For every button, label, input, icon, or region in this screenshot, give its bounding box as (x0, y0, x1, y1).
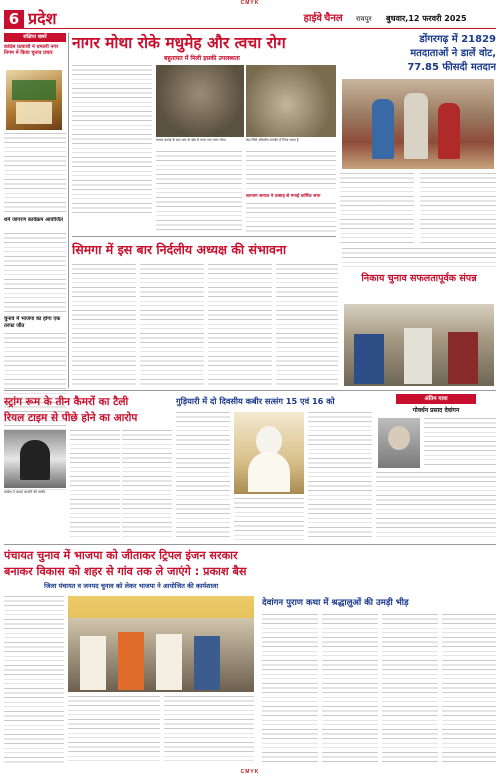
story-4-headline-line1: स्ट्रांग रूम के तीन कैमरों का टैली (4, 396, 129, 408)
photo-caption-1: फसल कटाई के बाद धान के खेत में पाया गया नागर मोथा (156, 138, 226, 142)
photo-caption-strong-room: कांग्रेस ने जताई आपत्ति की तस्वीर (4, 490, 46, 494)
story-1-body-c (246, 151, 336, 191)
story-panchayat-header (4, 548, 496, 594)
cmyk-top-mark: CMYK (240, 0, 260, 6)
story-2-headline-line3: 77.85 फीसदी मतदान (407, 62, 496, 73)
poster-photo (6, 70, 62, 130)
story-5-body-c (234, 498, 304, 540)
section-title: प्रदेश (28, 9, 57, 28)
obituary-name: गोवर्धन प्रसाद देवांगन (412, 407, 460, 414)
story-panchayat-body (4, 596, 258, 766)
brief-item-2-headline: धर्म जागरण कार्यक्रम आयोजित (4, 217, 63, 223)
story-1-body-b (156, 151, 242, 231)
story-5-body-a (176, 412, 230, 540)
story-nikay-chunav (342, 248, 496, 388)
brief-item-1-headline: कांग्रेस प्रत्याशी ने धमतरी नगर निगम में किया चुनाव प्रचार (4, 44, 59, 56)
photo-caption-2: कंद जिसे औषधीय उपयोग में लिया जाता है (246, 138, 299, 142)
story-dongargarh (340, 33, 496, 245)
story-6-body-c (164, 696, 254, 764)
story-3-headline: सिमगा में इस बार निर्दलीय अध्यक्ष की संभावना (72, 242, 287, 257)
story-7-headline: देवांगन पुराण कथा में श्रद्धालुओं की उमड़ी भीड़ (262, 598, 409, 608)
story-2-body-a (340, 173, 414, 245)
masthead (4, 9, 496, 29)
story-right-body (376, 472, 496, 538)
brief-item-2-body (4, 233, 66, 313)
story-1-subhead: बहुतायत में मिली इसकी उपलब्धता (164, 55, 240, 62)
story-6-headline-line2: बनाकर विकास को शहर से गांव तक ले जाएंगे : प्रकाश बैस (4, 565, 247, 578)
story-3-body-c (208, 264, 272, 386)
brand-mid: चैनल (324, 13, 343, 24)
brief-news-tag: संक्षिप्त खबरें (4, 33, 66, 42)
story-2-headline-line1: डोंगरगढ़ में 21829 (419, 34, 496, 45)
story-1-body-a (72, 65, 152, 215)
obituary-body (424, 418, 496, 468)
story-6-body-a (4, 596, 64, 764)
story-simga (72, 240, 338, 388)
photo-voters-queue (342, 79, 494, 169)
story-devangan-purana (262, 596, 496, 766)
story-6-subhead: जिला पंचायत व जनपद चुनाव को लेकर भाजपा ने आयोजित की कार्यशाला (44, 582, 219, 590)
story-7-body-a (262, 614, 318, 764)
story-4-body-a (70, 430, 120, 540)
page-number: 6 (4, 10, 24, 28)
story-1-side-headline: सतनाम समाज ने उत्साह से मनाई धार्मिक सभा (246, 194, 321, 199)
story-4-body-b (122, 430, 172, 540)
story-7-body-c (382, 614, 438, 764)
story-2-body-b (420, 173, 496, 245)
photo-kabir-portrait (234, 412, 304, 494)
story-strong-room (4, 394, 172, 542)
photo-strong-room (4, 430, 66, 488)
story-3-body-a (72, 264, 136, 386)
story-3-body-b (140, 264, 204, 386)
photo-nagar-motha-plant (156, 65, 244, 137)
story-5-headline: गुड़ियारी में दो दिवसीय कबीर सत्संग 15 एवं 16 को (176, 396, 335, 406)
story-nagar-motha (72, 33, 336, 233)
story-1-headline: नागर मोथा रोके मधुमेह और त्वचा रोग (72, 34, 286, 52)
obituary-tag: अंतिम यात्रा (396, 394, 476, 404)
brief-item-1-body (4, 133, 66, 213)
photo-obituary (378, 418, 420, 468)
cmyk-bottom-mark: CMYK (240, 769, 260, 775)
story-3-body-d (276, 264, 338, 386)
story-6-headline-line1: पंचायत चुनाव में भाजपा को जीताकर ट्रिपल इंजन सरकार (4, 549, 238, 562)
story-kabir-satsang (176, 394, 372, 542)
story-7-body-b (322, 614, 378, 764)
brand-left: हाईवे (303, 13, 322, 24)
city-name: रायपुर (356, 15, 372, 23)
obituary-box (376, 394, 496, 540)
story-1-side-body (246, 203, 336, 233)
photo-bjp-workshop (68, 596, 254, 692)
story-7-body-d (442, 614, 496, 764)
story-4-headline-line2: रियल टाइम से पीछे होने का आरोप (4, 412, 138, 424)
story-6-body-b (68, 696, 160, 764)
brief-item-3-headline: चुनाव में भाजपा का होगा एक तरफा जीत (4, 316, 61, 329)
story-nikay-headline: निकाय चुनाव सफलतापूर्वक संपन्न (361, 273, 477, 284)
issue-date: बुधवार,12 फरवरी 2025 (386, 14, 467, 23)
photo-nagar-motha-tuber (246, 65, 336, 137)
photo-polling-station (344, 304, 494, 386)
story-5-body-b (308, 412, 372, 540)
story-2-continued (342, 248, 496, 270)
story-2-headline-line2: मतदाताओं ने डालें वोट, (410, 48, 496, 59)
